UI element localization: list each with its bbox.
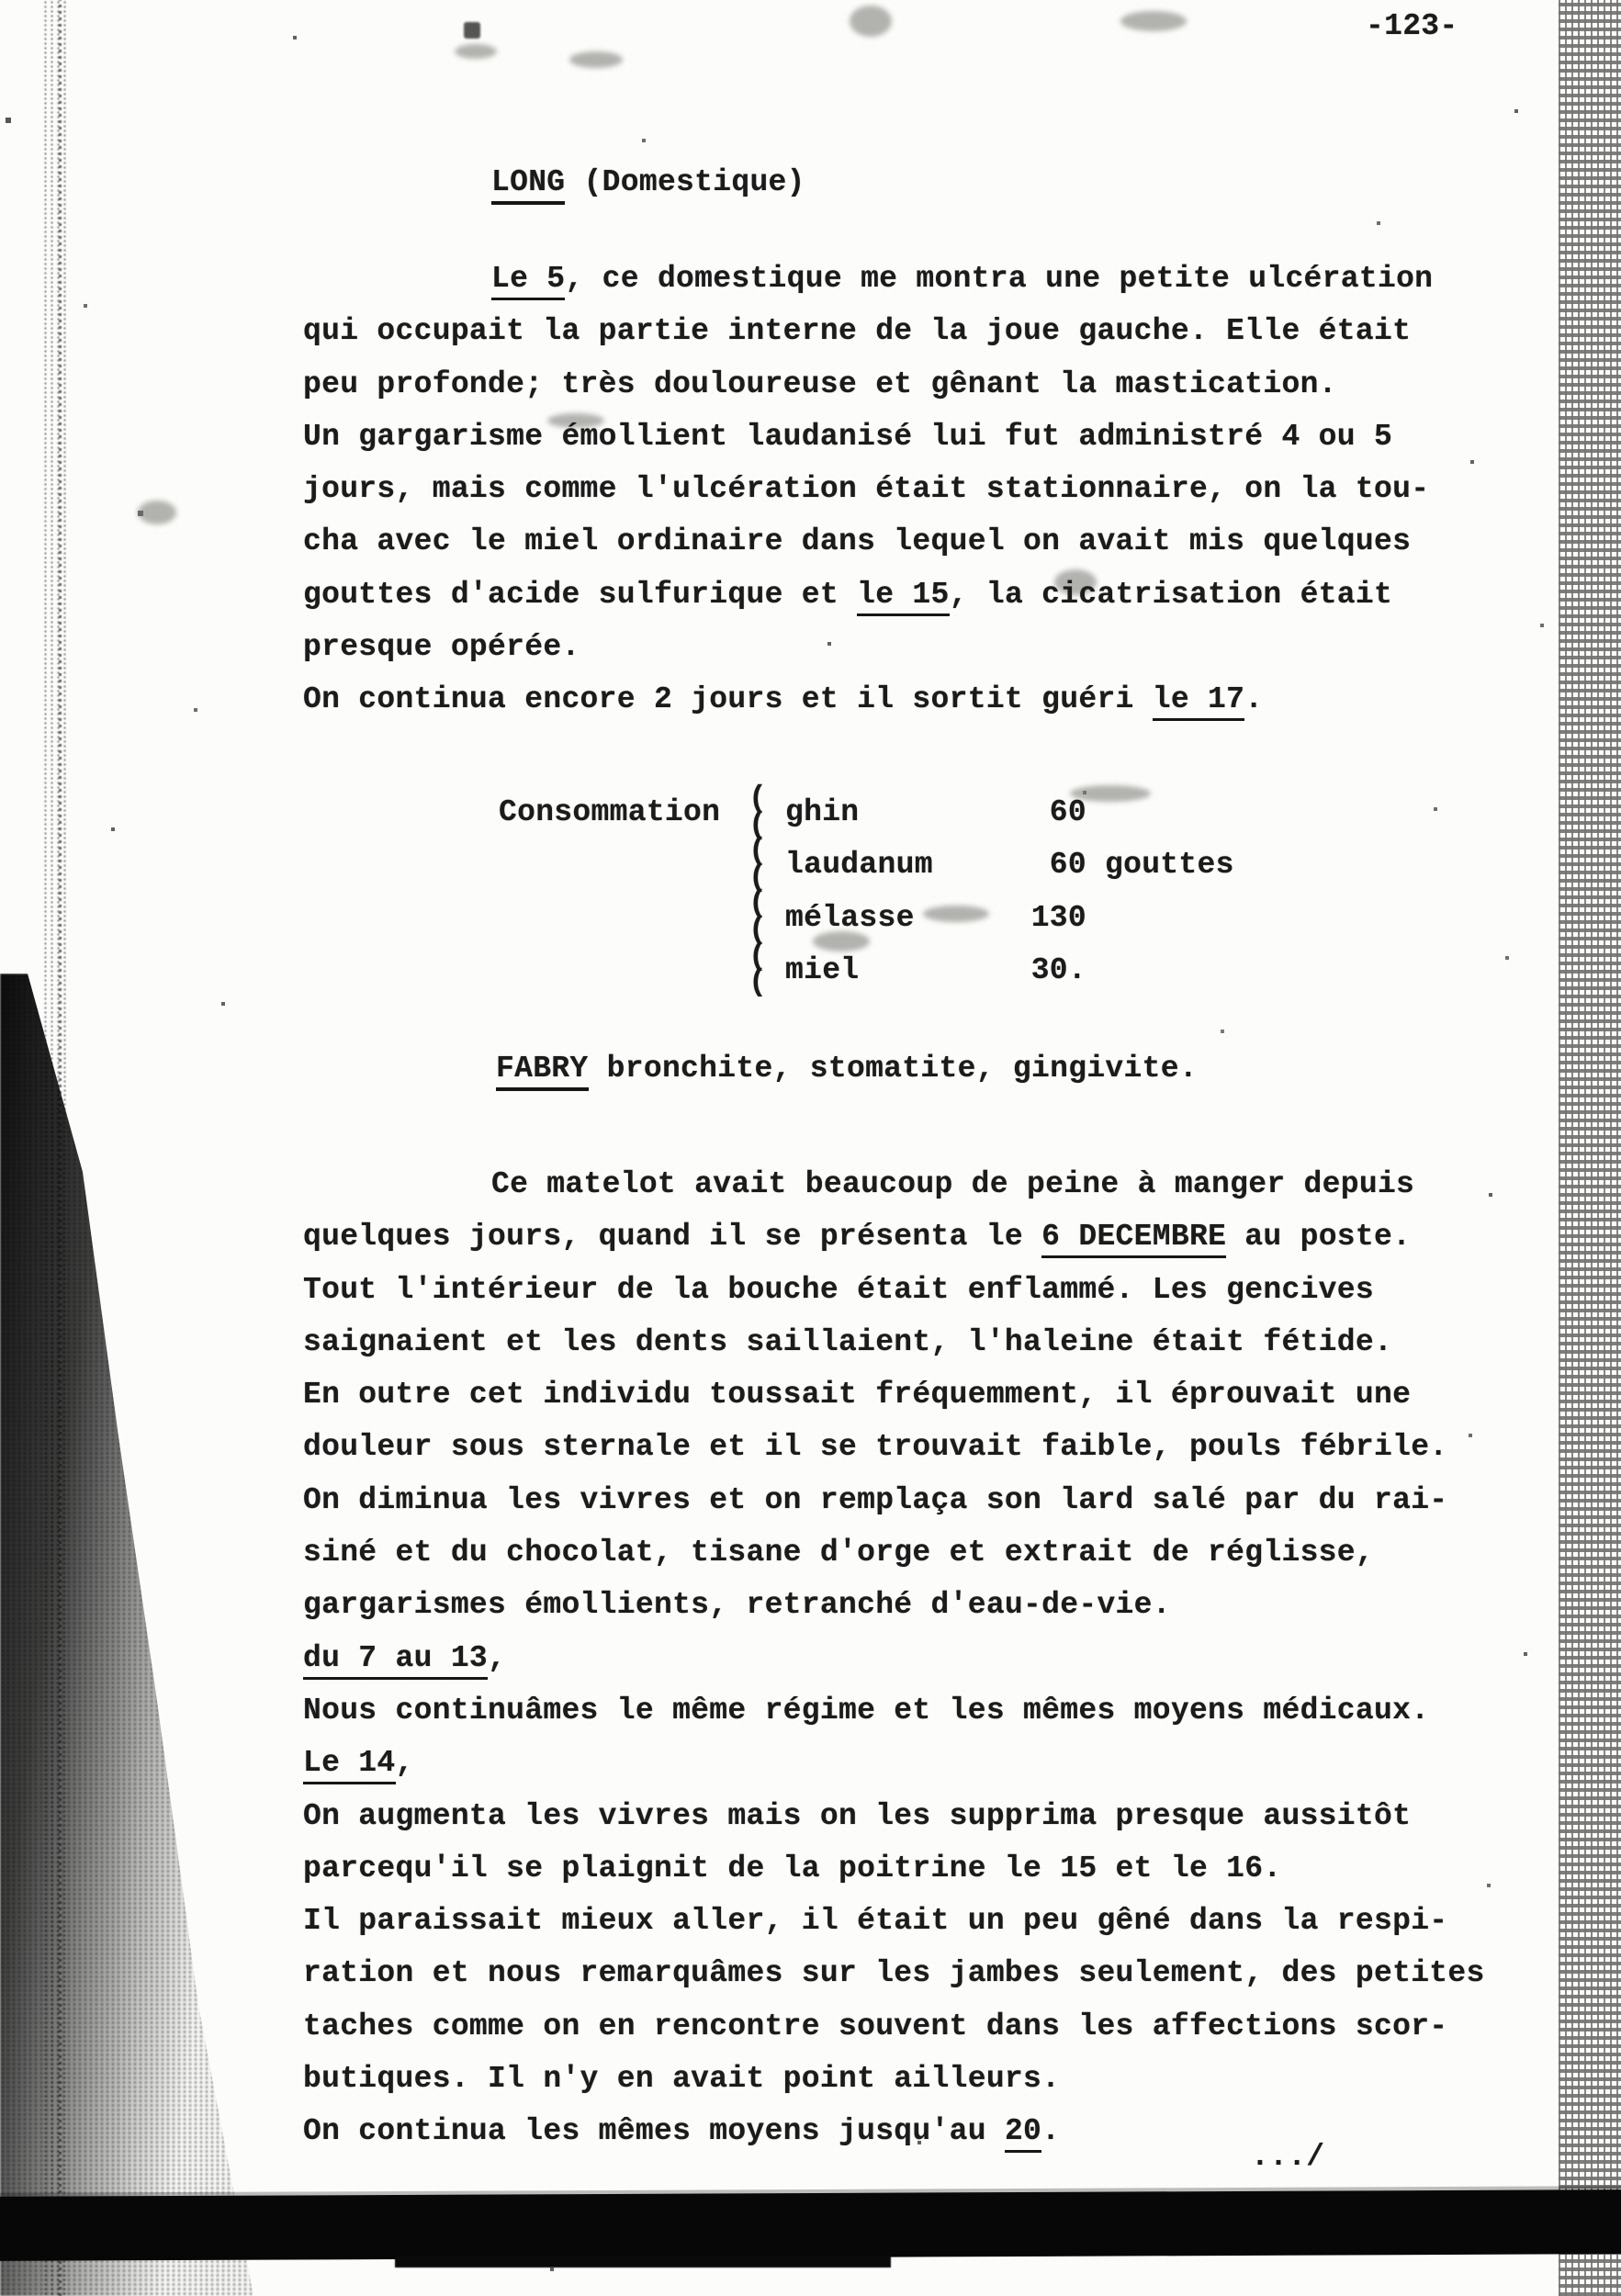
underlined-text: le 17 xyxy=(1153,682,1245,721)
text-segment: , ce domestique me montra une petite ulcération xyxy=(565,262,1434,296)
scan-black-bar-bottom xyxy=(0,2189,1621,2261)
text-line xyxy=(303,463,1433,515)
paragraph-fabry xyxy=(303,1158,1485,2158)
page-number: -123- xyxy=(1366,9,1458,43)
text-line xyxy=(303,1947,1485,1999)
text-line xyxy=(303,1632,1485,1684)
text-line xyxy=(303,1526,1485,1579)
consommation-row xyxy=(785,944,1234,996)
text-line xyxy=(303,1579,1485,1631)
continuation-mark: .../ xyxy=(1251,2140,1325,2174)
text-segment: . xyxy=(1244,682,1264,717)
text-line xyxy=(303,253,1433,305)
scan-smudge xyxy=(569,51,623,68)
text-line xyxy=(303,1210,1485,1263)
brace-paren: ( xyxy=(749,860,768,895)
item-quantity: 60 xyxy=(1049,795,1086,829)
item-quantity: 60 xyxy=(1049,848,1086,883)
brace-paren: ( xyxy=(749,886,768,921)
consommation-items xyxy=(785,786,1234,996)
section-title-long xyxy=(491,156,805,208)
brace-paren: ( xyxy=(749,807,768,842)
text-line xyxy=(303,1895,1485,1947)
underlined-text: du 7 au 13 xyxy=(303,1641,488,1680)
text-line xyxy=(303,1842,1485,1895)
text-line xyxy=(303,1790,1485,1842)
scan-speckle-dots xyxy=(0,0,2,2)
consommation-row xyxy=(785,786,1234,838)
text-line xyxy=(303,2053,1485,2105)
consommation-brace xyxy=(749,782,768,1000)
text-line xyxy=(303,1368,1485,1421)
item-quantity: 30. xyxy=(1030,952,1086,987)
text-segment: parcequ'il se plaignit de la poitrine le 15 et le 16. xyxy=(303,1851,1282,1885)
brace-paren: ( xyxy=(749,912,768,947)
brace-paren: ( xyxy=(749,939,768,974)
item-quantity: 130 xyxy=(1030,900,1086,935)
item-name: mélasse xyxy=(785,900,915,935)
text-segment: , la cicatrisation était xyxy=(949,577,1393,612)
text-line xyxy=(303,568,1433,621)
text-segment: gargarismes émollients, retranché d'eau-de-vie. xyxy=(303,1588,1171,1623)
underlined-text: 6 DECEMBRE xyxy=(1041,1220,1226,1258)
text-segment: taches comme on en rencontre souvent dans les affections scor- xyxy=(303,2009,1448,2043)
text-segment: bronchite, stomatite, gingivite. xyxy=(588,1052,1198,1086)
text-line xyxy=(303,1316,1485,1368)
text-segment: On diminua les vivres et on remplaça son lard salé par du rai- xyxy=(303,1482,1448,1517)
text-segment: jours, mais comme l'ulcération était stationnaire, on la tou- xyxy=(303,472,1430,507)
consommation-label: Consommation xyxy=(499,795,721,829)
text-segment: douleur sous sternale et il se trouvait faible, pouls fébrile. xyxy=(303,1430,1448,1465)
item-name: laudanum xyxy=(785,848,933,883)
text-segment: (Domestique) xyxy=(565,165,805,199)
text-line xyxy=(303,358,1433,411)
scan-binding-edge-right xyxy=(1559,0,1621,2296)
underlined-text: FABRY xyxy=(496,1052,589,1091)
text-line xyxy=(303,1264,1485,1316)
brace-paren: ( xyxy=(749,965,768,1000)
scan-shadow-wedge xyxy=(0,974,276,2296)
consommation-row xyxy=(785,892,1234,944)
underlined-text: 20 xyxy=(1005,2114,1041,2153)
underlined-text: le 15 xyxy=(857,578,950,616)
text-segment: Un gargarisme émollient laudanisé lui fut administré 4 ou 5 xyxy=(303,419,1393,454)
text-line xyxy=(303,1421,1485,1473)
text-segment: Il paraissait mieux aller, il était un peu gêné dans la respi- xyxy=(303,1904,1448,1939)
text-segment: On continua encore 2 jours et il sortit guéri xyxy=(303,682,1153,717)
text-line xyxy=(303,305,1433,357)
text-line xyxy=(303,621,1433,673)
text-segment: , xyxy=(395,1746,414,1781)
text-segment: . xyxy=(1041,2114,1061,2149)
text-segment: qui occupait la partie interne de la joue gauche. Elle était xyxy=(303,314,1412,349)
text-line xyxy=(303,2000,1485,2053)
text-segment: gouttes d'acide sulfurique et xyxy=(303,577,858,612)
scan-smudge xyxy=(464,22,480,39)
text-line xyxy=(303,1158,1485,1210)
text-line xyxy=(303,1684,1485,1737)
text-segment: siné et du chocolat, tisane d'orge et extrait de réglisse, xyxy=(303,1536,1374,1570)
text-line xyxy=(303,1737,1485,1789)
underlined-text: Le 5 xyxy=(491,262,565,300)
text-segment: On continua les mêmes moyens jusqu'au xyxy=(303,2114,1005,2149)
text-segment: butiques. Il n'y en avait point ailleurs. xyxy=(303,2062,1061,2097)
brace-paren: ( xyxy=(749,834,768,869)
section-title-fabry xyxy=(496,1042,1198,1095)
text-line xyxy=(303,1474,1485,1526)
text-segment: quelques jours, quand il se présenta le xyxy=(303,1220,1042,1255)
paragraph-long xyxy=(303,253,1433,726)
text-line xyxy=(303,673,1433,726)
underlined-text: LONG xyxy=(491,165,565,205)
underlined-text: Le 14 xyxy=(303,1746,396,1784)
text-segment: On augmenta les vivres mais on les supprima presque aussitôt xyxy=(303,1798,1412,1833)
scan-smudge xyxy=(850,6,892,37)
brace-paren: ( xyxy=(749,782,768,816)
text-segment: Nous continuâmes le même régime et les mêmes moyens médicaux. xyxy=(303,1693,1430,1728)
item-name: miel xyxy=(785,952,860,987)
scan-black-bar-fragment xyxy=(395,2256,891,2268)
text-line xyxy=(303,515,1433,568)
text-segment: En outre cet individu toussait fréquemment, il éprouvait une xyxy=(303,1378,1412,1412)
text-line xyxy=(303,411,1433,463)
scan-smudge xyxy=(455,44,497,59)
text-segment: saignaient et les dents saillaient, l'haleine était fétide. xyxy=(303,1324,1393,1359)
text-segment: Ce matelot avait beaucoup de peine à manger depuis xyxy=(491,1167,1415,1201)
text-segment: Tout l'intérieur de la bouche était enflammé. Les gencives xyxy=(303,1272,1374,1307)
item-name: ghin xyxy=(785,795,860,829)
scan-smudge xyxy=(138,501,176,524)
text-segment: ration et nous remarquâmes sur les jambes seulement, des petites xyxy=(303,1956,1485,1991)
consommation-row xyxy=(785,838,1234,891)
item-unit: gouttes xyxy=(1105,848,1234,883)
text-segment: presque opérée. xyxy=(303,630,580,665)
text-segment: , xyxy=(488,1640,507,1675)
text-segment: cha avec le miel ordinaire dans lequel on avait mis quelques xyxy=(303,524,1412,559)
text-segment: au poste. xyxy=(1226,1220,1412,1255)
text-segment: peu profonde; très douloureuse et gênant la mastication. xyxy=(303,366,1337,401)
scan-smudge xyxy=(1120,11,1187,31)
